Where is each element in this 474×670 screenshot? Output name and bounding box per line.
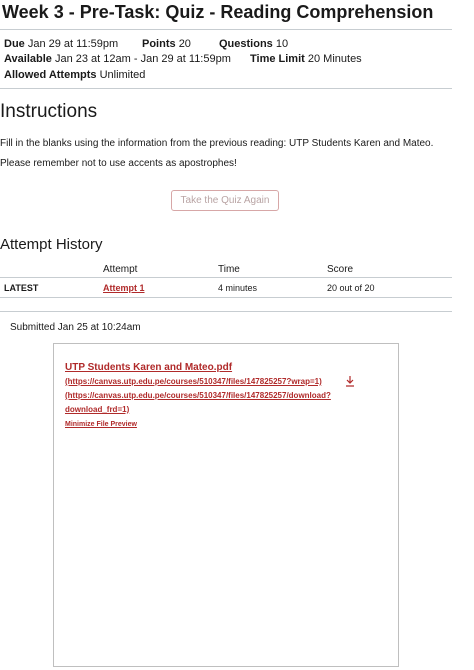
due-value: Jan 29 at 11:59pm [27, 38, 119, 50]
points-label: Points [142, 38, 176, 50]
column-header-attempt: Attempt [103, 264, 138, 275]
minimize-preview-link[interactable]: Minimize File Preview [65, 421, 137, 428]
due-label: Due [4, 38, 25, 50]
available-field [4, 53, 231, 65]
take-quiz-again-button[interactable]: Take the Quiz Again [171, 190, 279, 211]
questions-label: Questions [219, 38, 273, 50]
file-name-link[interactable]: UTP Students Karen and Mateo.pdf [65, 362, 233, 373]
table-row-divider [0, 297, 452, 298]
download-icon[interactable] [344, 375, 356, 387]
time-limit-value: 20 Minutes [307, 53, 362, 65]
column-header-score: Score [327, 264, 354, 275]
divider [0, 88, 452, 89]
questions-value: 10 [275, 38, 289, 50]
divider [0, 29, 452, 30]
download-url-link[interactable]: (https://canvas.utp.edu.pe/courses/510347/files/147825257/download? [65, 391, 331, 400]
instructions-text: Fill in the blanks using the information from the previous reading: UTP Students Karen and Mateo. [0, 138, 434, 149]
attempts-value: Unlimited [99, 69, 146, 81]
download-url-link-continued[interactable]: download_frd=1) [65, 405, 130, 414]
instructions-note: Please remember not to use accents as apostrophes! [0, 158, 237, 169]
available-value: Jan 23 at 12am - Jan 29 at 11:59pm [54, 53, 231, 65]
file-url-link[interactable]: (https://canvas.utp.edu.pe/courses/510347/files/147825257?wrap=1) [65, 377, 322, 386]
column-header-time: Time [218, 264, 240, 275]
points-field [142, 38, 191, 50]
divider [0, 311, 452, 312]
page-title: Week 3 - Pre-Task: Quiz - Reading Comprehension [2, 2, 434, 22]
available-label: Available [4, 53, 52, 65]
latest-badge: LATEST [4, 283, 39, 293]
attempt-link[interactable]: Attempt 1 [103, 283, 145, 293]
allowed-attempts-field [4, 69, 145, 81]
time-limit-field [250, 53, 362, 65]
questions-field [219, 38, 288, 50]
attempt-score: 20 out of 20 [327, 283, 375, 293]
submitted-timestamp: Submitted Jan 25 at 10:24am [10, 322, 141, 333]
time-limit-label: Time Limit [250, 53, 305, 65]
attempt-history-heading: Attempt History [0, 236, 103, 253]
attempts-label: Allowed Attempts [4, 69, 97, 81]
instructions-heading: Instructions [0, 101, 98, 122]
points-value: 20 [178, 38, 191, 50]
due-field [4, 38, 118, 50]
attempt-time: 4 minutes [218, 283, 258, 293]
table-header-divider [0, 277, 452, 278]
